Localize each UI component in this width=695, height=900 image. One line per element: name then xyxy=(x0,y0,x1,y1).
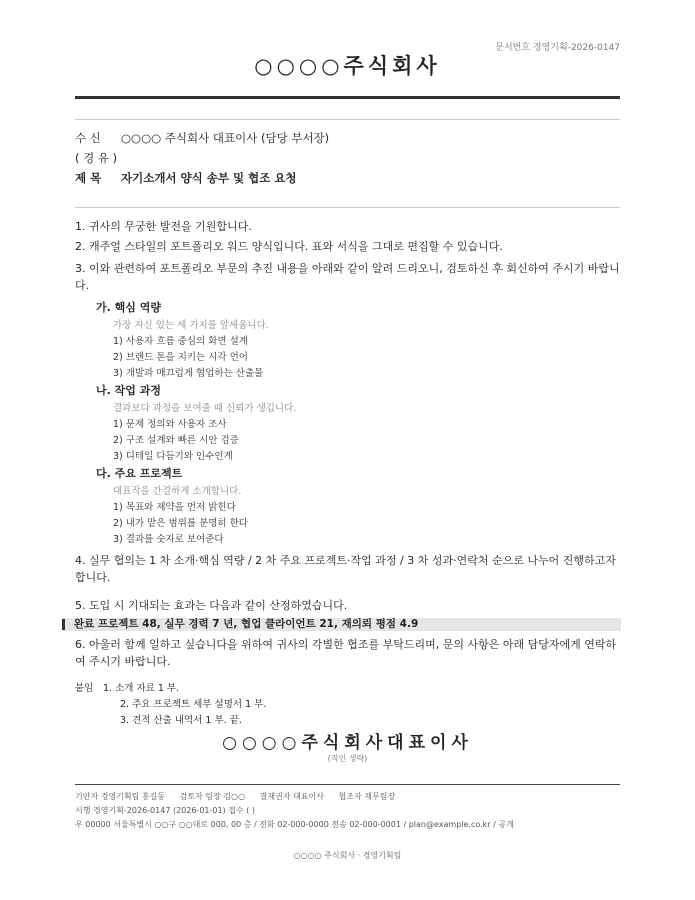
footer-divider xyxy=(75,784,620,785)
list-item: 1) 사용자 흐름 중심의 화면 설계 xyxy=(113,336,248,347)
section-note: 결과보다 과정을 보여줄 때 신뢰가 생깁니다. xyxy=(113,403,297,414)
list-item: 2) 내가 맡은 범위를 분명히 한다 xyxy=(113,518,248,529)
highlight-bar xyxy=(62,619,65,630)
list-item: 2) 구조 설계와 빠른 시안 검증 xyxy=(113,435,239,446)
seal-note: (직인 생략) xyxy=(327,754,368,763)
footer-contact-line: 우 00000 서울특별시 ○○구 ○○대로 000, 00 층 / 전화 02-000-0000 전송 02-000-0001 / plan@example.co.kr / 공개 xyxy=(75,820,514,829)
recipient-row xyxy=(75,130,329,146)
section-heading: 다. 주요 프로젝트 xyxy=(96,467,183,480)
section-note: 대표작을 간결하게 소개합니다. xyxy=(113,486,242,497)
subject-row xyxy=(75,170,297,186)
footer-approval-line xyxy=(75,791,407,802)
document-number: 문서번호 경영기획-2026-0147 xyxy=(495,43,620,53)
reviewer: 검토자 팀장 김○○ xyxy=(179,792,246,801)
list-item: 1) 목표와 제약을 먼저 밝힌다 xyxy=(113,502,236,513)
list-item: 2) 브랜드 톤을 지키는 시각 언어 xyxy=(113,352,248,363)
list-item: 3) 디테일 다듬기와 인수인계 xyxy=(113,451,233,462)
header-thin-divider xyxy=(75,119,620,120)
paragraph-1: 1. 귀사의 무궁한 발전을 기원합니다. xyxy=(75,220,252,233)
section-heading: 나. 작업 과정 xyxy=(96,384,161,397)
attachment-item: 1. 소개 자료 1 부. xyxy=(103,683,180,694)
section-heading: 가. 핵심 역량 xyxy=(96,301,161,314)
recipient-label: 수 신 xyxy=(75,131,101,145)
recipient-value: ○○○○ 주식회사 대표이사 (담당 부서장) xyxy=(121,131,330,145)
approver: 결재권자 대표이사 xyxy=(259,792,324,801)
cooperator: 협조자 재무팀장 xyxy=(338,792,396,801)
representative-signature: ○○○○주식회사대표이사 xyxy=(222,733,473,753)
page-footer: ○○○○ 주식회사 · 경영기획팀 xyxy=(293,851,402,860)
paragraph-5: 5. 도입 시 기대되는 효과는 다음과 같이 산정하였습니다. xyxy=(75,599,348,612)
paragraph-2: 2. 캐주얼 스타일의 포트폴리오 워드 양식입니다. 표와 서식을 그대로 편집할 수 있습니다. xyxy=(75,240,503,253)
organization-title: ○○○○주식회사 xyxy=(254,54,441,78)
subject-value: 자기소개서 양식 송부 및 협조 요청 xyxy=(121,171,297,185)
attachments-label: 붙임 xyxy=(75,683,94,694)
section-note: 가장 자신 있는 세 가지를 앞세웁니다. xyxy=(113,320,269,331)
drafter: 기안자 경영기획팀 홍길동 xyxy=(75,792,166,801)
paragraph-6: 6. 아울러 함께 일하고 싶습니다을 위하여 귀사의 각별한 협조를 부탁드리며, 문의 사항은 아래 담당자에게 연락하여 주시기 바랍니다. xyxy=(75,638,617,668)
highlight-text: 완료 프로젝트 48, 실무 경력 7 년, 협업 클라이언트 21, 재의뢰 평점 4.9 xyxy=(74,618,419,630)
attachment-item: 3. 견적 산출 내역서 1 부. 끝. xyxy=(120,715,242,726)
via-row: ( 경 유 ) xyxy=(75,151,118,165)
attachment-item: 2. 주요 프로젝트 세부 설명서 1 부. xyxy=(120,699,267,710)
paragraph-4: 4. 실무 협의는 1 차 소개·핵심 역량 / 2 차 주요 프로젝트·작업 과정 / 3 차 성과·연락처 순으로 나누어 진행하고자 합니다. xyxy=(75,554,616,584)
footer-enforcement-line: 시행 경영기획-2026-0147 (2026-01-01) 접수 ( ) xyxy=(75,806,256,815)
subject-label: 제 목 xyxy=(75,171,102,185)
header-divider xyxy=(75,96,620,99)
highlight-box xyxy=(62,618,621,631)
list-item: 3) 결과를 숫자로 보여준다 xyxy=(113,534,224,545)
paragraph-3: 3. 이와 관련하여 포트폴리오 부문의 추진 내용을 아래와 같이 알려 드리오니, 검토하신 후 회신하여 주시기 바랍니다. xyxy=(75,262,620,292)
body-divider xyxy=(75,207,620,208)
list-item: 1) 문제 정의와 사용자 조사 xyxy=(113,419,227,430)
list-item: 3) 개발과 매끄럽게 협업하는 산출물 xyxy=(113,368,264,379)
